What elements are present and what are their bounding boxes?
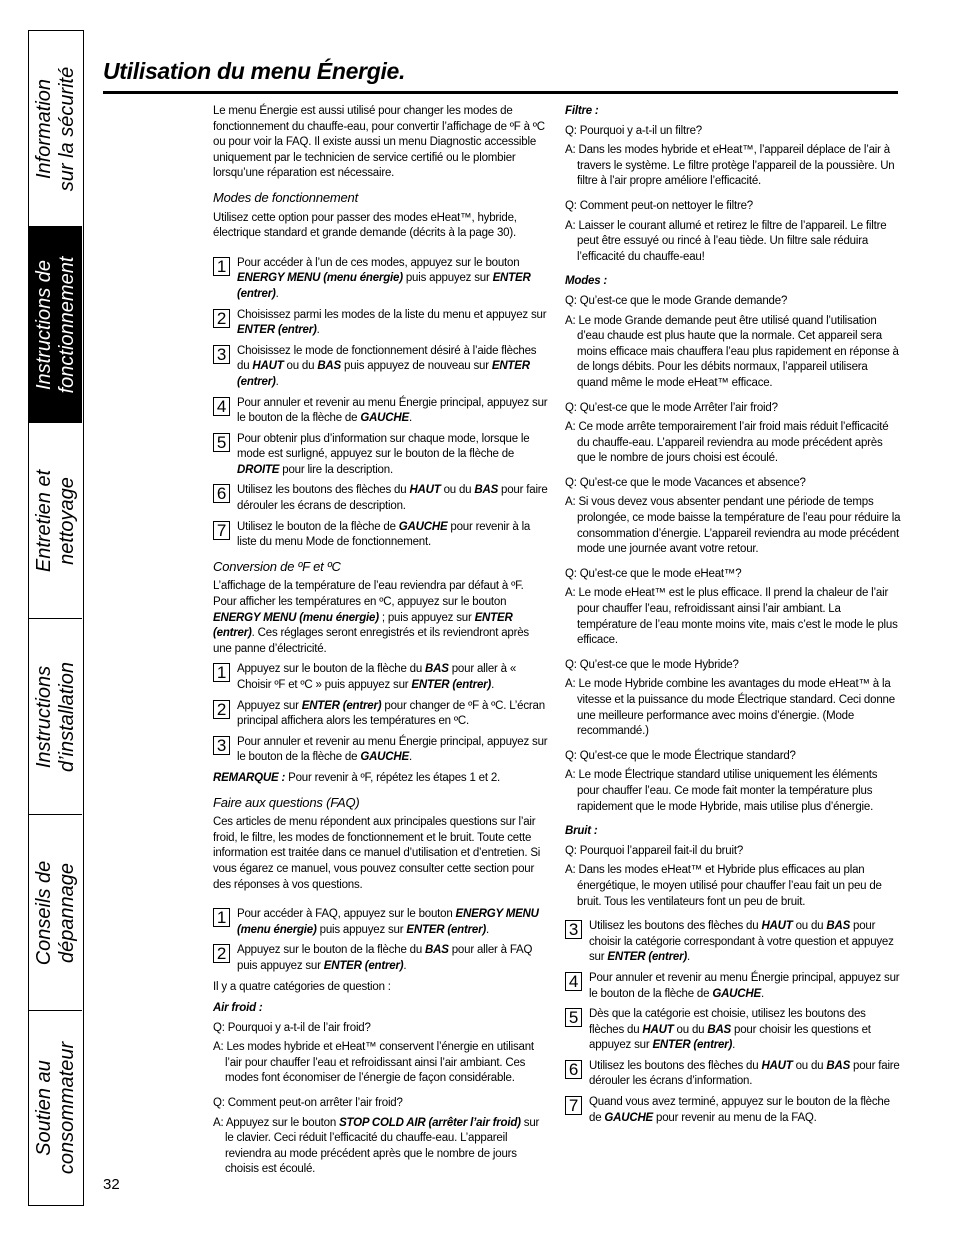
conversion-text: L’affichage de la température de l’eau reviendra par défaut à ºF. Pour afficher les températures en ºC, appuyez sur le bouton ENERGY MENU (menu énergie) ; puis appuyez sur ENTER (entrer). Ces réglages seront enregistrés et ils reviendront après une panne d’électricité. [213, 580, 529, 655]
step-item: 6 Utilisez les boutons des flèches du HAUT ou du BAS pour faire dérouler les écrans de description. [213, 483, 549, 514]
tab-installation-label: Instructions d’installation [32, 661, 78, 772]
question: Q: Qu’est-ce que le mode Hybride? [565, 658, 739, 671]
noise-answer: A: Dans les modes eHeat™ et Hybride plus efficaces au plan énergétique, le moyen utilisé pour chauffer l’eau fait un peu de bruit. Tous les ventilateurs font un peu de bruit. [565, 864, 882, 908]
step-item: 4 Pour annuler et revenir au menu Énergie principal, appuyez sur le bouton de la flèche de GAUCHE. [565, 971, 901, 1002]
answer: A: Le mode Électrique standard utilise uniquement les éléments pour chauffer l’eau. Ce mode fait monter la température plus rapidement que le mode Hybride, mais utilise plus d’énergie. [565, 769, 878, 813]
step-number: 2 [213, 944, 230, 963]
step-number: 4 [213, 397, 230, 416]
step-item: 7 Quand vous avez terminé, appuyez sur le bouton de la flèche de GAUCHE pour revenir au menu de la FAQ. [565, 1095, 901, 1126]
air-answer-1: A: Les modes hybride et eHeat™ conservent l’énergie en utilisant l’air pour chauffer l’eau et refroidissant ainsi l’air ambiant. Ces modes font économiser de l’énergie de façon considérable. [213, 1041, 534, 1085]
step-item: 3 Utilisez les boutons des flèches du HAUT ou du BAS pour choisir la catégorie correspondant à votre question et appuyez sur ENTER (entrer). [565, 919, 901, 966]
faq-steps [213, 907, 549, 974]
tab-support[interactable] [29, 1011, 82, 1204]
answer: A: Le mode Grande demande peut être utilisé quand l’utilisation d’eau chaude est plus haute que la normale. Cet appareil sera moins efficace mais chauffera l’eau plus rapidement en réponse à de longs débits. Pour les débits normaux, l’appareil utilisera quand même le mode eHeat™ efficace. [565, 314, 899, 389]
step-item: 7 Utilisez le bouton de la flèche de GAUCHE pour revenir à la liste du menu Mode de fonctionnement. [213, 520, 549, 551]
question: Q: Qu’est-ce que le mode Arrêter l’air froid? [565, 401, 778, 414]
conversion-steps [213, 662, 549, 766]
categories-text: Il y a quatre catégories de question : [213, 980, 391, 993]
filter-label: Filtre : [565, 105, 599, 117]
step-item: 3 Pour annuler et revenir au menu Énergie principal, appuyez sur le bouton de la flèche de GAUCHE. [213, 735, 549, 766]
air-question-1: Q: Pourquoi y a-t-il de l’air froid? [213, 1021, 371, 1034]
tab-installation[interactable] [29, 619, 82, 815]
step-number: 6 [565, 1060, 582, 1079]
tab-care[interactable] [29, 423, 82, 619]
left-column [213, 104, 549, 1187]
tab-operating-label: Instructions de fonctionnement [32, 256, 78, 393]
step-number: 7 [565, 1096, 582, 1115]
answer: A: Si vous devez vous absenter pendant une période de temps prolongée, ce mode baisse la température de l’eau pour réduire la consommation d’énergie. L’appareil reviendra au mode précédent mode une journée avant votre retour. [565, 496, 901, 556]
step-number: 7 [213, 521, 230, 540]
filter-question-1: Q: Pourquoi y a-t-il un filtre? [565, 124, 702, 137]
air-label: Air froid : [213, 1002, 263, 1015]
tab-operating[interactable] [29, 227, 82, 423]
answer: A: Ce mode arrête temporairement l’air froid mais réduit l’efficacité du chauffe-eau. L’appareil reviendra au mode précédent après que le nombre de jours choisi est écoulé. [565, 421, 889, 465]
step-item: 4 Pour annuler et revenir au menu Énergie principal, appuyez sur le bouton de la flèche de GAUCHE. [213, 396, 549, 427]
noise-label: Bruit : [565, 825, 598, 838]
step-number: 4 [565, 972, 582, 991]
air-question-2: Q: Comment peut-on arrêter l’air froid? [213, 1097, 403, 1110]
filter-question-2: Q: Comment peut-on nettoyer le filtre? [565, 199, 753, 212]
conversion-heading: Conversion de ºF et ºC [213, 558, 341, 574]
answer: A: Le mode eHeat™ est le plus efficace. Il prend la chaleur de l’air pour chauffer l’eau, refroidissant ainsi l’air ambiant. La température de l’eau monte moins vite, mais c’est le mode le plus efficace. [565, 587, 898, 647]
filter-answer-1: A: Dans les modes hybride et eHeat™, l’appareil déplace de l’air à travers le système. Le filtre protège l’appareil de la poussière. Un filtre à l’air propre améliore l’efficacité. [565, 144, 895, 188]
faq-heading: Faire aux questions (FAQ) [213, 794, 360, 810]
air-answer-2: A: Appuyez sur le bouton STOP COLD AIR (arrêter l’air froid) sur le clavier. Ceci réduit l’efficacité du chauffe-eau. L’appareil reviendra au mode précédent après que le nombre de jours choisis est écoulé. [213, 1116, 540, 1176]
modes-label: Modes : [565, 275, 608, 288]
filter-answer-2: A: Laisser le courant allumé et retirez le filtre de l’appareil. Le filtre peut être essuyé ou rincé à l’eau tiède. Un filtre sale réduira l’efficacité du chauffe-eau! [565, 219, 887, 263]
step-number: 1 [213, 257, 230, 276]
question: Q: Qu’est-ce que le mode Électrique standard? [565, 749, 796, 762]
section-sidebar [28, 30, 84, 1206]
tab-support-label: Soutien au consommateur [32, 1041, 78, 1174]
tab-care-label: Entretien et nettoyage [32, 469, 78, 572]
step-number: 2 [213, 700, 230, 719]
tab-troubleshooting-label: Conseils de dépannage [32, 860, 78, 965]
step-number: 3 [213, 345, 230, 364]
step-number: 2 [213, 309, 230, 328]
step-number: 3 [213, 736, 230, 755]
question: Q: Qu’est-ce que le mode Vacances et absence? [565, 476, 806, 489]
page-title: Utilisation du menu Énergie. [103, 58, 406, 84]
step-item: 1 Pour accéder à l’un de ces modes, appuyez sur le bouton ENERGY MENU (menu énergie) puis appuyez sur ENTER (entrer). [213, 256, 549, 303]
noise-question: Q: Pourquoi l’appareil fait-il du bruit? [565, 844, 744, 857]
page-number: 32 [103, 1176, 120, 1193]
tab-safety[interactable] [29, 31, 82, 227]
step-item: 2 Appuyez sur ENTER (entrer) pour changer de ºF à ºC. L’écran principal affichera alors les températures en ºC. [213, 699, 549, 730]
intro-paragraph: Le menu Énergie est aussi utilisé pour changer les modes de fonctionnement du chauffe-eau, pour convertir l’affichage de ºF à ºC ou pour voir la FAQ. Il existe aussi un menu Diagnostic accessible uniquement par le technicien de service certifié ou le plombier lorsqu’une réparation est nécessaire. [213, 105, 545, 180]
step-number: 6 [213, 484, 230, 503]
faq-nav-steps [565, 919, 901, 1126]
step-item: 1 Appuyez sur le bouton de la flèche du BAS pour aller à « Choisir ºF et ºC » puis appuyez sur ENTER (entrer). [213, 662, 549, 693]
step-number: 5 [565, 1008, 582, 1027]
modes-qa [565, 294, 901, 815]
right-column [565, 104, 901, 1126]
step-item: 1 Pour accéder à FAQ, appuyez sur le bouton ENERGY MENU (menu énergie) puis appuyez sur ENTER (entrer). [213, 907, 549, 938]
step-item: 6 Utilisez les boutons des flèches du HAUT ou du BAS pour faire dérouler les écrans d’information. [565, 1059, 901, 1090]
modes-steps [213, 256, 549, 551]
step-number: 1 [213, 908, 230, 927]
step-number: 3 [565, 920, 582, 939]
answer: A: Le mode Hybride combine les avantages du mode eHeat™ à la vitesse et la puissance du mode Électrique standard. Ceci donne une meilleure performance avec moins d’énergie. (Mode recommandé.) [565, 678, 895, 738]
title-rule [103, 91, 898, 94]
tab-safety-label: Information sur la sécurité [32, 66, 78, 191]
remark: REMARQUE : Pour revenir à ºF, répétez les étapes 1 et 2. [213, 771, 501, 784]
modes-text: Utilisez cette option pour passer des modes eHeat™, hybride, électrique standard et grande demande (décrits à la page 30). [213, 211, 517, 240]
step-number: 5 [213, 433, 230, 452]
step-item: 2 Choisissez parmi les modes de la liste du menu et appuyez sur ENTER (entrer). [213, 308, 549, 339]
step-item: 3 Choisissez le mode de fonctionnement désiré à l’aide flèches du HAUT ou du BAS puis appuyez de nouveau sur ENTER (entrer). [213, 344, 549, 391]
step-item: 2 Appuyez sur le bouton de la flèche du BAS pour aller à FAQ puis appuyez sur ENTER (entrer). [213, 943, 549, 974]
faq-text: Ces articles de menu répondent aux principales questions sur l’air froid, le filtre, les modes de fonctionnement et le bruit. Toute cette information est traitée dans ce manuel d’utilisation et d’entretien. Si vous égarez ce manuel, vous pouvez consulter cette section pour des réponses à vos questions. [213, 816, 541, 891]
modes-heading: Modes de fonctionnement [213, 189, 358, 205]
question: Q: Qu’est-ce que le mode eHeat™? [565, 567, 742, 580]
step-item: 5 Dès que la catégorie est choisie, utilisez les boutons des flèches du HAUT ou du BAS pour choisir les questions et appuyez sur ENTER (entrer). [565, 1007, 901, 1054]
question: Q: Qu’est-ce que le mode Grande demande? [565, 294, 788, 307]
tab-troubleshooting[interactable] [29, 815, 82, 1011]
step-item: 5 Pour obtenir plus d’information sur chaque mode, lorsque le mode est surligné, appuyez sur le bouton de la flèche de DROITE pour lire la description. [213, 432, 549, 479]
step-number: 1 [213, 663, 230, 682]
